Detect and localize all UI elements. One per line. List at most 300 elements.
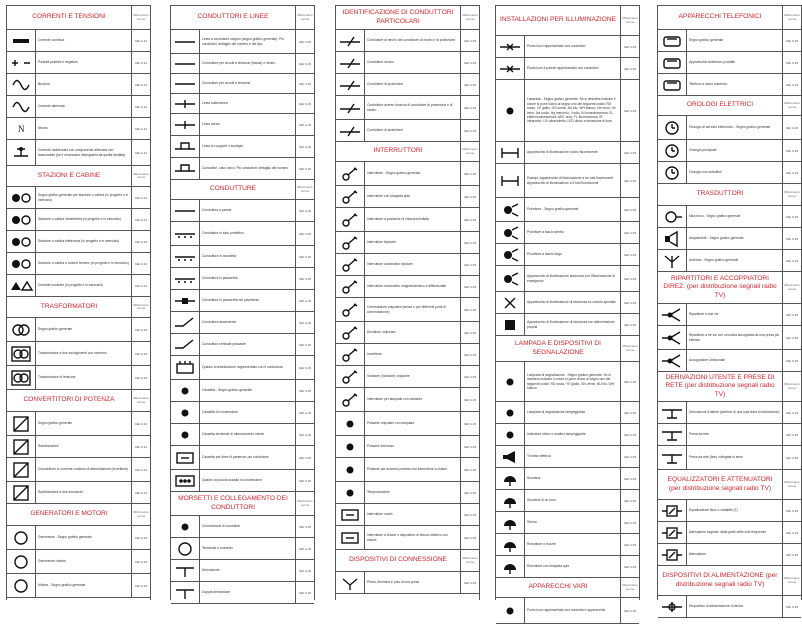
symbol-description: Cassetta per linee di partenza: più conduttore [202, 455, 269, 460]
switch-icon [339, 370, 361, 384]
symbol-row [171, 54, 314, 74]
equalizer-icon [658, 500, 687, 521]
section-header [496, 578, 639, 598]
symbol-reference: CEI 3-14 [131, 526, 150, 549]
symbol-row [171, 470, 314, 492]
section-header [658, 470, 801, 500]
dot-icon [171, 424, 200, 445]
symbol-reference: CEI 3-15 [782, 424, 801, 445]
symbol-description: Stazione o cabina idroelettrica (in progetto e in esercizio) [38, 217, 122, 222]
symbol-description: Interruttore per lampade con variatore [367, 397, 423, 402]
section-title: DISPOSITIVI DI ALIMENTAZIONE (per distribuzione segnali radio TV) [662, 572, 778, 588]
symbol-reference: CEI 3-14 [131, 574, 150, 597]
horn-icon [499, 450, 521, 464]
symbol-description: Interruttore bipolare [367, 240, 396, 245]
symbol-description: Derivazione d'utente (simbolo di una sola linea di derivazione) [689, 410, 780, 415]
power-supply-icon [658, 596, 687, 617]
line-slope-icon [174, 338, 196, 352]
reference-header: Riferimento norme [131, 297, 150, 317]
slash-line-icon [336, 30, 365, 51]
symbol-reference: CEI 3-15 [295, 290, 314, 311]
projector-icon [496, 222, 525, 243]
switch-icon [339, 167, 361, 181]
symbol-reference: CEI 3-15 [620, 512, 639, 533]
circle-icon [174, 542, 196, 556]
symbol-description: Convertitore in corrente continua di alimentazione (invertitore) [38, 467, 129, 472]
splitter-icon [661, 354, 683, 368]
cross-icon [496, 292, 525, 313]
switch-icon [336, 254, 365, 275]
symbol-reference: CEI 3-15 [620, 222, 639, 243]
symbol-description: Corrente continua [38, 38, 65, 43]
transformer-box-icon [7, 342, 36, 365]
symbol-reference: CEI 3-15 [295, 424, 314, 445]
symbol-row [7, 140, 150, 166]
symbol-reference: CEI 3-15 [295, 470, 314, 491]
horn-icon [496, 446, 525, 467]
symbol-row [171, 582, 314, 604]
symbol-reference: CEI 3-15 [620, 556, 639, 577]
symbol-row [7, 550, 150, 574]
section-header [171, 6, 314, 30]
symbol-reference: CEI 3-15 [782, 30, 801, 51]
symbol-row [7, 458, 150, 482]
symbol-description: Esempi: Apparecchio di illuminazione a tre tubi fluorescenti. Apparecchio di illuminazione a 5 tubi fluorescenti [527, 176, 614, 185]
symbol-row [171, 334, 314, 356]
symbol-row [496, 314, 639, 336]
section-header [336, 6, 479, 30]
section-title: STAZIONI E CABINE [37, 171, 101, 179]
symbol-reference: CEI 3-15 [620, 292, 639, 313]
circle-pair-icon [7, 231, 36, 252]
symbol-reference: CEI 3-15 [782, 446, 801, 469]
symbol-description: Interruttore - Segno grafico generale [367, 171, 421, 176]
symbol-reference: CEI 3-15 [460, 526, 479, 549]
symbol-row [171, 312, 314, 334]
symbol-reference: CEI 3-14 [131, 366, 150, 389]
symbol-description: Orologio principale [689, 148, 717, 153]
bell-icon [499, 494, 521, 508]
reference-header: Riferimento norme [782, 566, 801, 595]
symbol-row [171, 74, 314, 94]
symbol-row [496, 58, 639, 80]
symbol-description: Conduttura a parete [202, 208, 232, 213]
symbol-reference: CEI 3-15 [295, 74, 314, 93]
symbol-row [336, 436, 479, 458]
reference-header: Riferimento norme [131, 6, 150, 29]
symbol-reference: CEI 3-15 [295, 446, 314, 469]
symbol-reference: CEI 3-15 [460, 344, 479, 365]
symbol-row [496, 512, 639, 534]
reference-header: Riferimento norme [782, 470, 801, 499]
symbol-row [336, 162, 479, 186]
clock-icon [658, 140, 687, 161]
dot-icon [499, 375, 521, 389]
symbol-row [7, 74, 150, 96]
symbol-row [336, 96, 479, 120]
symbol-reference: CEI 3-15 [460, 232, 479, 253]
symbol-description: Equalizzatore fisso o variabile (1) [689, 508, 738, 513]
symbol-description: Apparecchio di illuminazione di sicurezza con alimentazione propria [527, 320, 615, 329]
symbol-reference: CEI 3-14 [131, 550, 150, 573]
box-icon [336, 526, 365, 549]
box-dots-icon [171, 470, 200, 491]
symbol-row [496, 446, 639, 468]
circle-pair-icon [7, 187, 36, 208]
bell-icon [496, 556, 525, 577]
section-title: INTERRUTTORI [373, 147, 423, 155]
symbol-reference: CEI 3-15 [620, 490, 639, 511]
symbol-description: Quadro di piccola scatola di connessione [202, 478, 262, 483]
circle-pair-icon [7, 209, 36, 230]
symbol-reference: CEI 3-14 [131, 458, 150, 481]
symbol-description: Pulsante per accesso protetto con interruttore a chiave [367, 467, 447, 472]
symbol-row [7, 436, 150, 458]
projector-icon [496, 244, 525, 265]
section-header [7, 297, 150, 318]
speaker-icon [661, 232, 683, 246]
symbol-row [7, 187, 150, 209]
fluorescent-icon [496, 142, 525, 163]
rect-icon [10, 34, 32, 48]
symbol-row [658, 424, 801, 446]
symbol-description: Corrente raddrizzata con componente alternata non trascurabile (se è necessario distinguerla da quella livellata) [38, 148, 126, 157]
symbol-description: Lampada di segnalazione - Segno grafico generale. Se si desidera indicare il colore si pone vicino al segno uno dei seguenti codici: RD rosso, YE giallo, GN verde, BU blu, WH bianco [527, 372, 615, 390]
symbol-row [496, 424, 639, 446]
pole-icon [171, 136, 200, 157]
symbol-row [496, 468, 639, 490]
circle-pair-icon [10, 257, 32, 271]
symbol-row [336, 232, 479, 254]
cross-icon [499, 296, 521, 310]
symbol-row [658, 544, 801, 566]
section-title: INSTALLAZIONI PER ILLUMINAZIONE [499, 16, 617, 24]
line-box-icon [174, 294, 196, 308]
symbol-reference: CEI 3-15 [620, 424, 639, 445]
line-tick-icon [174, 118, 196, 132]
bell-icon [499, 538, 521, 552]
bell-icon [499, 472, 521, 486]
symbol-description: Ronzatore con lampada spia [527, 564, 569, 569]
line-icon [174, 77, 196, 91]
section-title: RIPARTITORI E ACCOPPIATORI DIREZ. (per distribuzione segnali radio TV) [663, 275, 777, 299]
symbol-description: Apparecchio telefonico portatile [689, 60, 736, 65]
symbol-reference: CEI 3-15 [782, 402, 801, 423]
symbol-reference: CEI 3-15 [620, 314, 639, 335]
symbol-reference: CEI 3-15 [460, 254, 479, 275]
symbol-row [336, 344, 479, 366]
symbol-reference: CEI 3-15 [620, 598, 639, 623]
bell-icon [496, 534, 525, 555]
symbol-reference: CEI 3-15 [620, 244, 639, 265]
symbol-row [658, 350, 801, 372]
symbol-description: Segno grafico generale [38, 327, 73, 332]
symbol-row [336, 572, 479, 594]
converter-icon [10, 486, 32, 500]
switch-icon [339, 303, 361, 317]
symbol-row [336, 298, 479, 322]
symbol-row [171, 30, 314, 54]
symbol-description: Segno grafico generale per stazione o cabina (in progetto e in esercizio) [38, 193, 129, 202]
clock-icon [661, 144, 683, 158]
equalizer-icon [661, 548, 683, 562]
symbol-row [7, 482, 150, 504]
symbol-description: Conduttore di protezione [367, 128, 404, 133]
tap-icon [658, 402, 687, 423]
triangle-pair-icon [7, 275, 36, 296]
symbol-description: Lampada - Segno grafico generale. Se si desidera indicare il colore si pone vicino al segno uno dei seguenti codici: RD rosso, YE giallo, GN verde, BU blu, WH bianco, Ne neon, Xe xeno, Na sodio, Hg mercurio, I iodio, IN incandescenza, EL elettroluminescenza, ARC arco, FL fluorescenza, IR infrarosso, UV ultravioletto, LED diodo a emissione di luce [527, 97, 616, 124]
rect-icon [7, 30, 36, 51]
symbol-row [7, 96, 150, 118]
dot-icon [496, 424, 525, 445]
reference-header: Riferimento norme [460, 142, 479, 161]
symbol-description: Conduttura ascendente [202, 320, 237, 325]
transformer-icon [10, 323, 32, 337]
symbol-reference: CEI 3-15 [782, 206, 801, 227]
symbol-row [336, 254, 479, 276]
symbol-reference: CEI 3-15 [782, 52, 801, 73]
symbol-reference: CEI 3-15 [782, 228, 801, 249]
slash-line-icon [339, 101, 361, 115]
symbol-description: Antenna - Segno grafico generale [689, 258, 739, 263]
switch-icon [339, 213, 361, 227]
symbol-description: Trasformatore di tensione [38, 375, 76, 380]
symbol-description: Accoppiatore direzionale [689, 358, 726, 363]
line-slope-icon [171, 334, 200, 355]
symbol-row [658, 326, 801, 350]
tap-icon [661, 428, 683, 442]
phone-icon [658, 52, 687, 73]
switch-icon [339, 190, 361, 204]
symbol-column [657, 5, 802, 609]
symbol-description: Trasformatore a due avvolgimenti con schermo [38, 351, 107, 356]
symbol-description: Ripartitore a due vie [689, 312, 719, 317]
reference-header: Riferimento norme [295, 6, 314, 29]
symbol-reference: CEI 3-15 [295, 516, 314, 537]
symbol-description: Variatore (Variatori) unipolare [367, 374, 410, 379]
dot-icon [499, 104, 521, 118]
symbol-reference: CEI 3-15 [295, 582, 314, 603]
symbol-row [658, 30, 801, 52]
slash-line-icon [339, 124, 361, 138]
symbol-description: Ripartitore a tre vie con un'uscita accoppiata da una presa più elevata [689, 333, 780, 342]
plus-minus-icon [7, 52, 36, 73]
rectifier-icon [10, 146, 32, 160]
symbol-description: Proiettore - Segno grafico generale [527, 207, 579, 212]
line-dots-icon [171, 268, 200, 289]
symbol-description: Microfono - Segno grafico generale [689, 214, 741, 219]
symbol-reference: CEI 3-15 [460, 276, 479, 297]
symbol-reference: CEI 3-15 [295, 560, 314, 581]
symbol-reference: CEI 3-15 [782, 140, 801, 161]
symbol-reference: CEI 3-15 [295, 54, 314, 73]
reference-header: Riferimento norme [620, 336, 639, 361]
symbol-description: Proiettore a fascio largo [527, 252, 562, 257]
bell-icon [496, 468, 525, 489]
circle-pair-icon [10, 235, 32, 249]
symbol-reference: CEI 3-15 [782, 500, 801, 521]
symbol-row [336, 482, 479, 504]
line-icon [171, 54, 200, 73]
symbol-reference: CEI 3-15 [782, 326, 801, 349]
switch-icon [339, 258, 361, 272]
switch-icon [339, 280, 361, 294]
symbol-column [495, 5, 640, 613]
symbol-reference: CEI 3-15 [295, 312, 314, 333]
symbol-description: Deviatore unipolare [367, 330, 396, 335]
symbol-row [7, 366, 150, 390]
symbol-reference: CEI 3-15 [782, 304, 801, 325]
section-title: APPARECCHI VARI [528, 583, 588, 591]
line-icon [171, 200, 200, 221]
symbol-row [171, 380, 314, 402]
symbol-row [658, 140, 801, 162]
dot-icon [499, 428, 521, 442]
symbol-row [171, 158, 314, 180]
switch-icon [336, 186, 365, 207]
symbol-reference: CEI 3-15 [460, 322, 479, 343]
symbol-reference: CEI 3-15 [295, 246, 314, 267]
plus-minus-icon [10, 56, 32, 70]
symbol-description: Doppia derivazione [202, 590, 231, 595]
section-title: TRASDUTTORI [696, 190, 744, 198]
dot-icon [336, 482, 365, 503]
symbol-row [171, 356, 314, 380]
symbol-row [658, 304, 801, 326]
transformer-box-icon [10, 371, 32, 385]
pole-icon [174, 140, 196, 154]
section-header [336, 142, 479, 162]
symbol-description: Interruttore con lampada spia [367, 194, 410, 199]
symbol-row [658, 446, 801, 470]
line-dots-icon [174, 227, 196, 241]
symbol-reference: CEI 3-15 [460, 572, 479, 593]
symbol-description: Tromba elettrica [527, 454, 551, 459]
pole-icon [171, 158, 200, 179]
box-icon [339, 531, 361, 545]
line-icon [174, 204, 196, 218]
symbol-description: Attenuatore [689, 552, 707, 557]
circle-pair-icon [10, 191, 32, 205]
symbol-row [7, 574, 150, 598]
symbol-row [7, 318, 150, 342]
fluorescent-icon [496, 164, 525, 197]
symbol-description: Apparecchio di illuminazione di sicurezza su circuito speciale [527, 300, 616, 305]
line-icon [174, 57, 196, 71]
t-junction-icon [174, 564, 196, 578]
symbol-reference: CEI 3-15 [460, 208, 479, 231]
symbol-description: Conduttori, cavo cieco. Più conduttori: dettaglio del numero [202, 166, 289, 171]
symbol-reference: CEI 3-15 [460, 458, 479, 481]
t-junction-icon [171, 560, 200, 581]
symbol-description: Sirena [527, 520, 537, 525]
symbol-reference: CEI 3-14 [131, 342, 150, 365]
symbol-reference: CEI 3-15 [295, 94, 314, 113]
symbol-reference: CEI 3-15 [295, 334, 314, 355]
section-title: OROLOGI ELETTRICI [686, 101, 754, 109]
section-title: CORRENTI E TENSIONI [32, 13, 106, 21]
symbol-description: Stazione o cabina a motore termico (in progetto e in esercizio) [38, 261, 129, 266]
symbol-row [658, 596, 801, 618]
symbol-row [336, 208, 479, 232]
section-title: CONVERTITORI DI POTENZA [23, 396, 115, 404]
symbol-row [7, 52, 150, 74]
dot-icon [336, 458, 365, 481]
dot-icon [174, 384, 196, 398]
symbol-row [171, 290, 314, 312]
box-icon [339, 508, 361, 522]
symbol-description: Dispositivo di alimentazione d'utenza [689, 604, 743, 609]
symbol-description: Segno grafico generale [38, 421, 73, 426]
symbol-row [658, 250, 801, 272]
symbol-description: Linea a conduttore singolo (segno grafico generale). Più conduttori: dettaglio del numero e del tipo [202, 37, 284, 46]
symbol-row [7, 275, 150, 297]
bell-icon [499, 516, 521, 530]
symbol-row [336, 458, 479, 482]
antenna-icon [661, 254, 683, 268]
line-tick-icon [171, 94, 200, 113]
symbol-reference: CEI 3-15 [295, 538, 314, 559]
symbol-row [336, 186, 479, 208]
symbol-description: Suoneria [527, 476, 541, 481]
symbol-reference: CEI 3-15 [460, 436, 479, 457]
square-icon [499, 318, 521, 332]
symbol-row [658, 162, 801, 184]
tap-icon [661, 451, 683, 465]
symbol-description: Orologio di servizio elettronico - Segno grafico generale [689, 125, 771, 130]
symbol-row [496, 222, 639, 244]
lamp-icon [499, 62, 521, 76]
t-junction-icon [171, 582, 200, 603]
section-header [7, 6, 150, 30]
section-header [496, 336, 639, 362]
symbol-description: Linea su supporti o sostegni [202, 144, 244, 149]
reference-header: Riferimento norme [131, 504, 150, 525]
line-dots-icon [171, 246, 200, 267]
switch-icon [336, 388, 365, 411]
circle-icon [10, 579, 32, 593]
symbol-description: Raddrizzatore [38, 444, 59, 449]
symbol-description: Altoparlante - Segno grafico generale [689, 236, 744, 241]
microphone-icon [661, 210, 683, 224]
phone-icon [658, 30, 687, 51]
symbol-description: Conduttore di neutro del conduttore di neutro e di protezione [367, 38, 456, 43]
projector-icon [496, 266, 525, 291]
symbol-row [658, 74, 801, 96]
dot-icon [339, 440, 361, 454]
line-dots-icon [174, 250, 196, 264]
alternating-current-icon [10, 78, 32, 92]
line-icon [171, 30, 200, 53]
reference-header: Riferimento norme [782, 372, 801, 401]
symbol-reference: CEI 3-15 [295, 402, 314, 423]
section-header [171, 180, 314, 200]
phone-icon [661, 78, 683, 92]
symbol-row [496, 292, 639, 314]
switch-icon [339, 326, 361, 340]
symbol-row [171, 516, 314, 538]
circle-pair-icon [7, 253, 36, 274]
symbol-description: Corrente alternata [38, 104, 65, 109]
splitter-icon [658, 326, 687, 349]
symbol-row [496, 142, 639, 164]
slash-line-icon [339, 56, 361, 70]
box-icon [171, 446, 200, 469]
box-icon [174, 451, 196, 465]
fluorescent-icon [499, 174, 521, 188]
dot-icon [171, 380, 200, 401]
symbol-description: Neutro [38, 126, 48, 131]
